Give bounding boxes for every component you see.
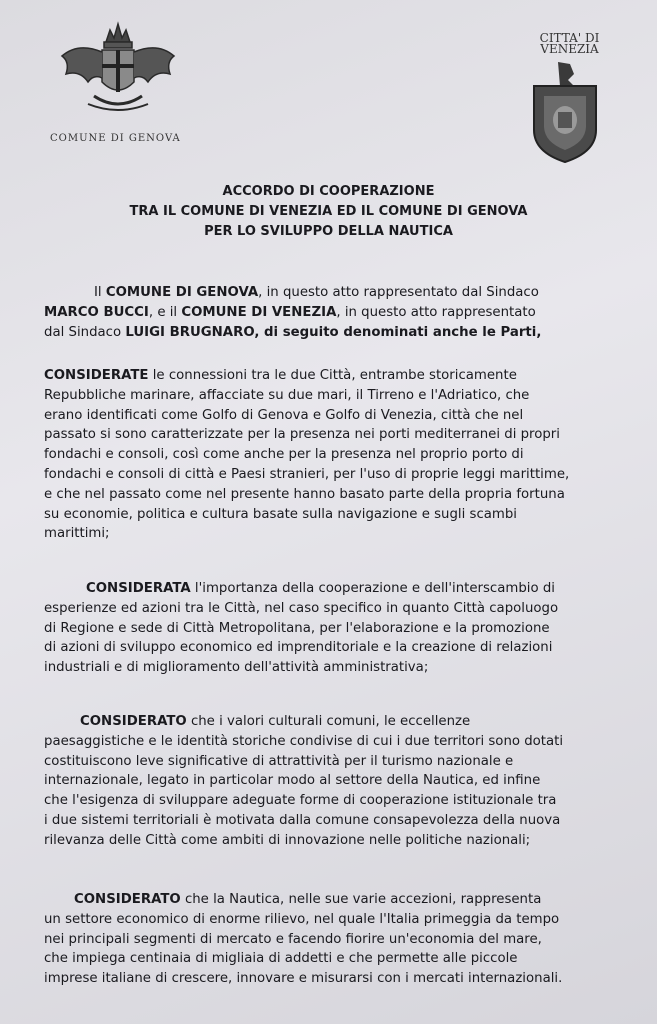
paragraph-considerata xyxy=(44,579,632,678)
para-line: erano identificati come Golfo di Genova e Golfo di Venezia, città che nel xyxy=(44,407,524,423)
intro-line-2 xyxy=(44,303,632,323)
para-text: l'importanza della cooperazione e dell'interscambio di xyxy=(190,581,555,596)
venezia-party: COMUNE DI VENEZIA xyxy=(181,304,337,320)
intro-text: Il xyxy=(94,285,106,300)
mayor-genova: MARCO BUCCI xyxy=(44,304,149,320)
venezia-caption xyxy=(532,33,607,55)
para-line: nei principali segmenti di mercato e facendo fiorire un'economia del mare, xyxy=(44,931,542,947)
genova-coat-of-arms-icon xyxy=(48,12,188,122)
mayor-venezia: LUIGI BRUGNARO, di seguito denominati anche le Parti, xyxy=(125,324,542,340)
title-line-3: PER LO SVILUPPO DELLA NAUTICA xyxy=(204,224,453,239)
genova-party: COMUNE DI GENOVA xyxy=(105,285,259,300)
para-line: rilevanza delle Città come ambiti di innovazione nelle politiche nazionali; xyxy=(44,832,531,848)
para-line: di Regione e sede di Città Metropolitana, per l'elaborazione e la promozione xyxy=(44,620,550,636)
para-text: che la Nautica, nelle sue varie accezioni, rappresenta xyxy=(180,892,542,907)
para-line: internazionale, legato in particolar modo al settore della Nautica, ed infine xyxy=(44,773,541,789)
para-text: le connessioni tra le due Città, entrambe storicamente xyxy=(148,368,517,383)
venezia-caption-line2: VENEZIA xyxy=(540,42,599,56)
paragraph-keyword: CONSIDERATO xyxy=(80,714,187,729)
para-line: imprese italiane di crescere, innovare e misurarsi con i mercati internazionali. xyxy=(44,971,563,987)
document-title xyxy=(0,182,657,242)
paragraph-considerato-1 xyxy=(44,712,632,851)
intro-text: , e il xyxy=(148,304,182,320)
para-line: Repubbliche marinare, affacciate su due mari, il Tirreno e l'Adriatico, che xyxy=(44,387,530,403)
para-line: fondachi e consoli, così come anche per la presenza nel proprio porto di xyxy=(44,447,524,463)
para-line: passato si sono caratterizzate per la presenza nei porti mediterranei di propri xyxy=(44,427,560,443)
para-line: fondachi e consoli di città e Paesi stranieri, per l'uso di proprie leggi marittime, xyxy=(44,466,570,482)
title-line-2: TRA IL COMUNE DI VENEZIA ED IL COMUNE DI GENOVA xyxy=(129,204,528,219)
paragraph-keyword: CONSIDERATE xyxy=(44,368,149,383)
para-line: costituiscono leve significative di attrattività per il turismo nazionale e xyxy=(44,753,514,769)
intro-line-1 xyxy=(44,283,632,303)
paragraph-keyword: CONSIDERATA xyxy=(86,581,191,596)
intro-paragraph xyxy=(44,283,632,342)
para-line xyxy=(44,579,632,599)
para-line: di azioni di sviluppo economico ed imprenditoriale e la creazione di relazioni xyxy=(44,640,553,656)
para-line: i due sistemi territoriali è motivata dalla comune consapevolezza della nuova xyxy=(44,812,561,828)
intro-text: dal Sindaco xyxy=(44,324,126,340)
venezia-caption-line1: CITTA' DI xyxy=(539,31,600,45)
intro-text: , in questo atto rappresentato xyxy=(336,304,536,320)
paragraph-considerato-2 xyxy=(44,890,632,989)
intro-text: , in questo atto rappresentato dal Sindaco xyxy=(258,285,539,300)
para-line xyxy=(44,890,632,910)
venezia-shield-icon xyxy=(530,60,600,164)
para-line: industriali e di miglioramento dell'attività amministrativa; xyxy=(44,660,429,676)
para-line: e che nel passato come nel presente hanno basato parte della propria fortuna xyxy=(44,486,565,502)
para-line: paesaggistiche e le identità storiche condivise di cui i due territori sono dotati xyxy=(44,733,564,749)
intro-line-3 xyxy=(44,323,632,343)
para-line: che l'esigenza di sviluppare adeguate forme di cooperazione istituzionale tra xyxy=(44,793,557,809)
para-text: che i valori culturali comuni, le eccellenze xyxy=(186,714,471,729)
paragraph-keyword: CONSIDERATO xyxy=(74,892,181,907)
para-line: esperienze ed azioni tra le Città, nel caso specifico in quanto Città capoluogo xyxy=(44,600,559,616)
para-line: su economie, politica e cultura basate sulla navigazione e sugli scambi xyxy=(44,506,518,522)
para-line: marittimi; xyxy=(44,526,110,542)
para-line: un settore economico di enorme rilievo, nel quale l'Italia primeggia da tempo xyxy=(44,911,560,927)
para-line: che impiega centinaia di migliaia di addetti e che permette alle piccole xyxy=(44,951,518,967)
para-line xyxy=(44,366,632,386)
para-line xyxy=(44,712,632,732)
title-line-1: ACCORDO DI COOPERAZIONE xyxy=(222,184,435,199)
genova-caption: COMUNE DI GENOVA xyxy=(50,133,181,144)
paragraph-considerate xyxy=(44,366,632,544)
